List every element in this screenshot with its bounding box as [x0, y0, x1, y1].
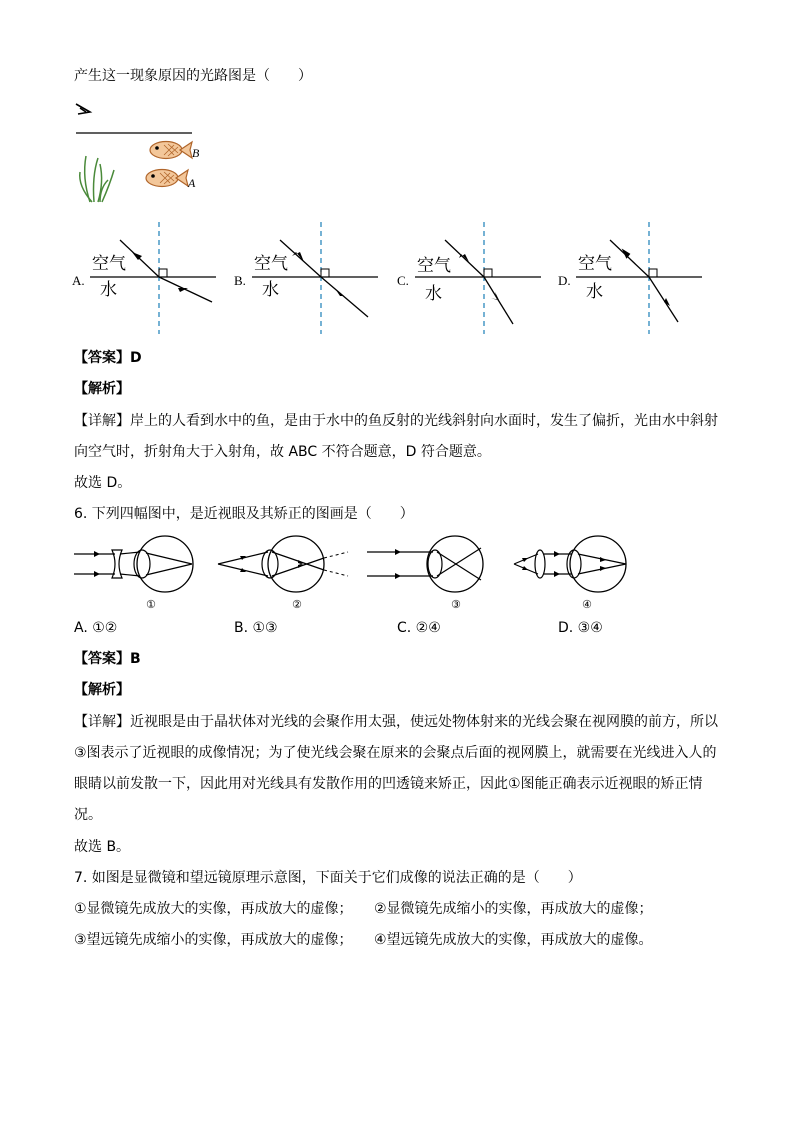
q6-option-b[interactable]: B. ①③ — [234, 620, 278, 636]
q7-statement-2: ②显微镜先成缩小的实像，再成放大的虚像； — [374, 901, 653, 917]
diagram-label: ④ — [582, 598, 592, 611]
fish-scene-figure — [70, 98, 220, 208]
q5-stem: 产生这一现象原因的光路图是（ ） — [74, 68, 312, 84]
option-letter: B. — [234, 273, 246, 288]
q6-stem: 6. 下列四幅图中，是近视眼及其矫正的图画是（ ） — [74, 506, 414, 522]
diagram-label: ② — [292, 598, 302, 611]
q5-detail-line-1: 【详解】岸上的人看到水中的鱼，是由于水中的鱼反射的光线斜射向水面时，发生了偏折，光由水中斜射 — [74, 413, 718, 429]
fish-b-label: B — [192, 146, 200, 160]
q7-statement-3: ③望远镜先成缩小的实像，再成放大的虚像； — [74, 932, 353, 948]
eye-diagram-2 — [212, 532, 352, 612]
q6-option-a[interactable]: A. ①② — [74, 620, 118, 636]
q5-analysis-title: 【解析】 — [74, 381, 130, 397]
water-label: 水 — [100, 280, 117, 300]
q7-stem: 7. 如图是显微镜和望远镜原理示意图，下面关于它们成像的说法正确的是（ ） — [74, 870, 582, 886]
q5-answer: 【答案】D — [74, 350, 142, 366]
q5-detail-line-2: 向空气时，折射角大于入射角，故 ABC 不符合题意，D 符合题意。 — [74, 444, 491, 460]
eye-diagram-1 — [70, 532, 200, 612]
eye-icon — [76, 104, 90, 114]
water-label: 水 — [425, 284, 442, 304]
diagram-label: ① — [146, 598, 156, 611]
air-label: 空气 — [417, 256, 451, 276]
eye-diagram-4 — [510, 532, 640, 612]
option-letter: A. — [72, 273, 85, 288]
diagram-label: ③ — [451, 598, 461, 611]
q5-option-c-diagram[interactable] — [395, 222, 545, 337]
q6-option-d[interactable]: D. ③④ — [558, 620, 603, 636]
q6-detail-line-1: 【详解】近视眼是由于晶状体对光线的会聚作用太强，使远处物体射来的光线会聚在视网膜的前方，所以 — [74, 714, 718, 730]
fish-a-label: A — [188, 176, 196, 190]
q6-conclusion: 故选 B。 — [74, 839, 131, 855]
q6-detail-line-4: 况。 — [74, 807, 102, 823]
q5-option-d-diagram[interactable] — [556, 222, 706, 337]
water-label: 水 — [262, 280, 279, 300]
option-letter: D. — [558, 273, 571, 288]
eye-diagram-3 — [365, 532, 495, 612]
water-label: 水 — [586, 282, 603, 302]
q6-detail-line-2: ③图表示了近视眼的成像情况；为了使光线会聚在原来的会聚点后面的视网膜上，就需要在光线进入人的 — [74, 745, 717, 761]
air-label: 空气 — [92, 254, 126, 274]
option-letter: C. — [397, 273, 409, 288]
q7-statement-1: ①显微镜先成放大的实像，再成放大的虚像； — [74, 901, 353, 917]
water-plant-icon — [80, 156, 114, 202]
q6-answer: 【答案】B — [74, 651, 141, 667]
q5-conclusion: 故选 D。 — [74, 475, 132, 491]
fish-a-icon — [146, 170, 188, 187]
air-label: 空气 — [254, 254, 288, 274]
q6-detail-line-3: 眼睛以前发散一下，因此用对光线具有发散作用的凹透镜来矫正，因此①图能正确表示近视眼的矫正情 — [74, 776, 703, 792]
fish-b-icon — [150, 142, 192, 159]
q5-option-b-diagram[interactable] — [232, 222, 382, 337]
air-label: 空气 — [578, 254, 612, 274]
q6-analysis-title: 【解析】 — [74, 682, 130, 698]
q5-option-a-diagram[interactable] — [70, 222, 220, 337]
q6-option-c[interactable]: C. ②④ — [397, 620, 441, 636]
q7-statement-4: ④望远镜先成放大的实像，再成放大的虚像。 — [374, 932, 653, 948]
